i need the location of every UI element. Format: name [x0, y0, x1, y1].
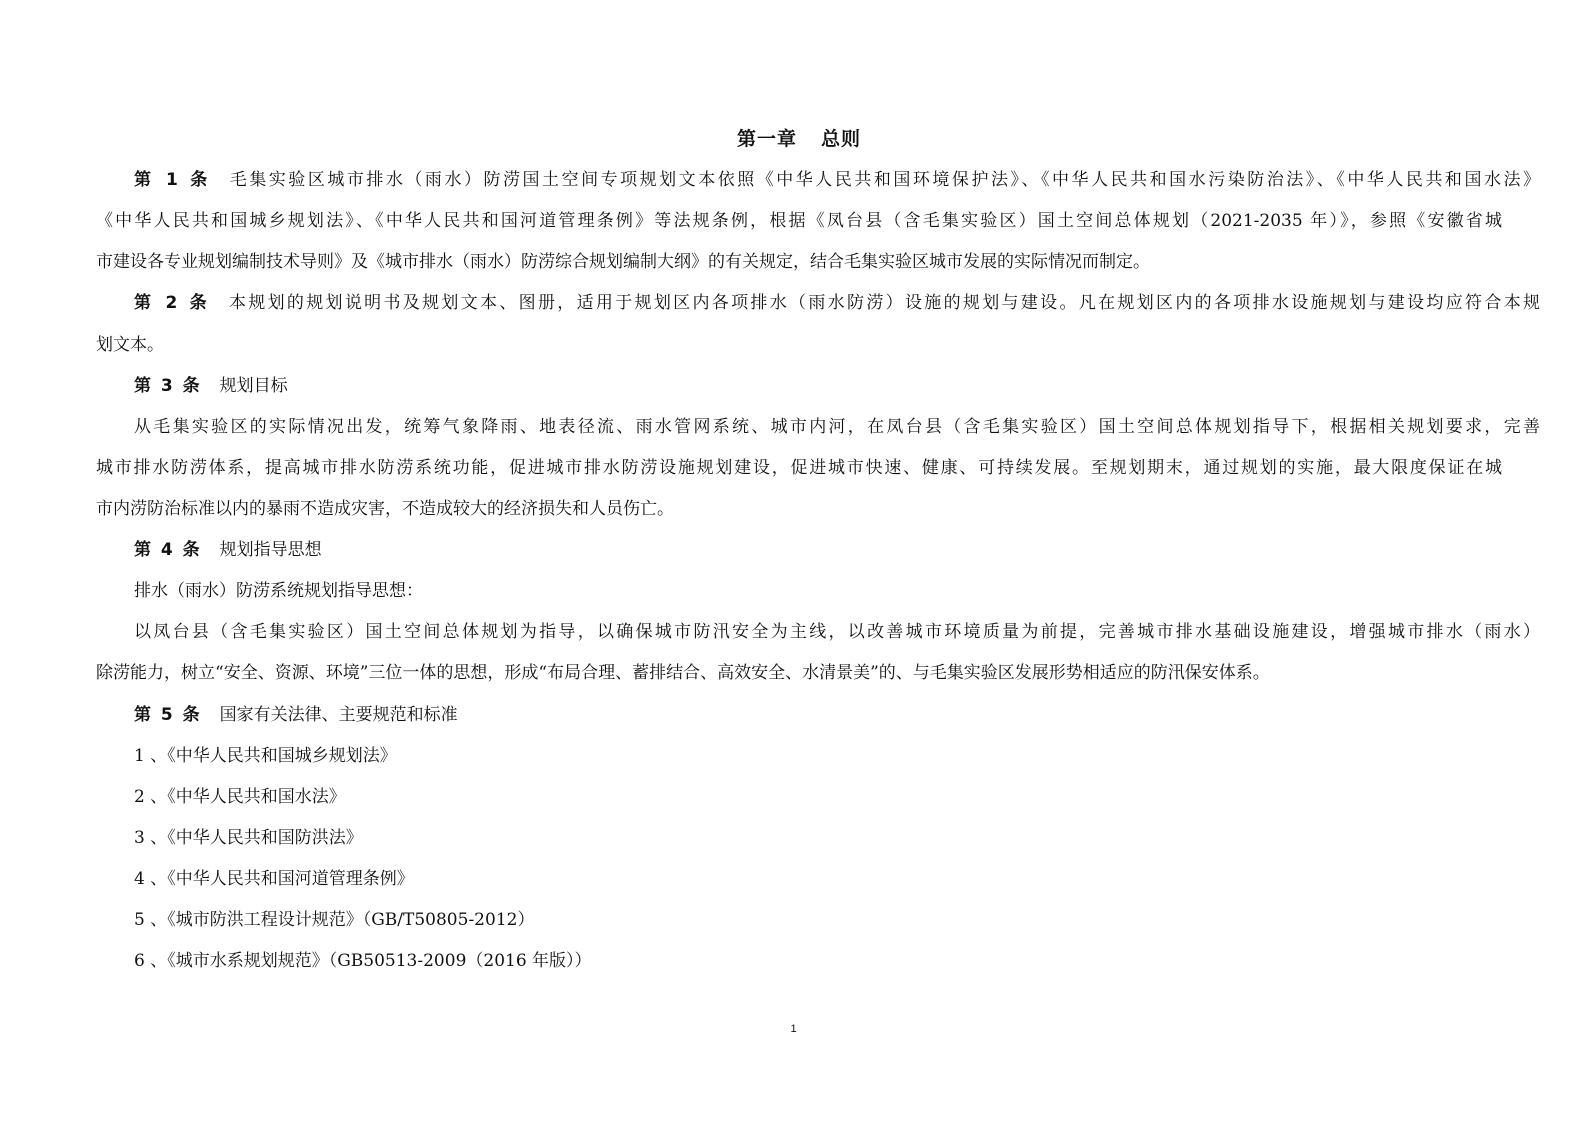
- list-item: 6 、《城市水系规划规范》（GB50513-2009（2016 年版））: [134, 951, 592, 971]
- article-number: 第 3 条: [134, 376, 202, 396]
- article-2-line-2: 划文本。: [96, 335, 164, 355]
- chapter-title: [96, 124, 1502, 151]
- article-2-line-1: [96, 291, 1540, 315]
- article-number: 第 2 条: [134, 293, 211, 313]
- page-number: 1: [790, 1023, 797, 1035]
- list-item: 1 、《中华人民共和国城乡规划法》: [134, 746, 397, 766]
- article-4-line-3: 除涝能力，树立“安全、资源、环境”三位一体的思想，形成“布局合理、蓄排结合、高效安全、水清景美”的、与毛集实验区发展形势相适应的防汛保安体系。: [96, 663, 1270, 683]
- article-heading: 规划目标: [219, 376, 288, 396]
- article-4-heading: [96, 538, 1540, 562]
- article-3-line-3: 市内涝防治标准以内的暴雨不造成灾害，不造成较大的经济损失和人员伤亡。: [96, 499, 674, 519]
- article-number: 第 1 条: [134, 170, 212, 190]
- article-4-line-1: 排水（雨水）防涝系统规划指导思想：: [134, 581, 423, 601]
- article-3-line-2: 城市排水防涝体系，提高城市排水防涝系统功能，促进城市排水防涝设施规划建设，促进城市快速、健康、可持续发展。至规划期末，通过规划的实施，最大限度保证在城: [96, 458, 1502, 478]
- article-number: 第 5 条: [134, 705, 202, 725]
- article-3-line-1: 从毛集实验区的实际情况出发，统筹气象降雨、地表径流、雨水管网系统、城市内河，在凤台县（含毛集实验区）国土空间总体规划指导下，根据相关规划要求，完善: [134, 417, 1540, 437]
- article-text: 本规划的规划说明书及规划文本、图册，适用于规划区内各项排水（雨水防涝）设施的规划与建设。凡在规划区内的各项排水设施规划与建设均应符合本规: [228, 293, 1540, 313]
- article-1-line-3: 市建设各专业规划编制技术导则》及《城市排水（雨水）防涝综合规划编制大纲》的有关规定，结合毛集实验区城市发展的实际情况而制定。: [96, 252, 1150, 272]
- list-item: 3 、《中华人民共和国防洪法》: [134, 828, 363, 848]
- list-item: 4 、《中华人民共和国河道管理条例》: [134, 869, 414, 889]
- article-text: 毛集实验区城市排水（雨水）防涝国土空间专项规划文本依照《中华人民共和国环境保护法》、《中华人民共和国水污染防治法》、《中华人民共和国水法》: [229, 170, 1540, 190]
- article-heading: 国家有关法律、主要规范和标准: [219, 705, 458, 725]
- article-4-line-2: 以凤台县（含毛集实验区）国土空间总体规划为指导，以确保城市防汛安全为主线，以改善城市环境质量为前提，完善城市排水基础设施建设，增强城市排水（雨水）: [134, 622, 1540, 642]
- article-3-heading: [96, 374, 1540, 398]
- article-5-heading: [96, 703, 1540, 727]
- chapter-title-sub: 总则: [821, 128, 862, 150]
- list-item: 2 、《中华人民共和国水法》: [134, 787, 346, 807]
- chapter-title-main: 第一章: [736, 128, 797, 150]
- article-1-line-1: [96, 168, 1540, 192]
- list-item: 5 、《城市防洪工程设计规范》（GB/T50805-2012）: [134, 910, 535, 930]
- article-1-line-2: 《中华人民共和国城乡规划法》、《中华人民共和国河道管理条例》等法规条例，根据《凤台县（含毛集实验区）国土空间总体规划（2021-2035 年）》，参照《安徽省城: [96, 211, 1502, 231]
- article-heading: 规划指导思想: [219, 540, 322, 560]
- article-number: 第 4 条: [134, 540, 202, 560]
